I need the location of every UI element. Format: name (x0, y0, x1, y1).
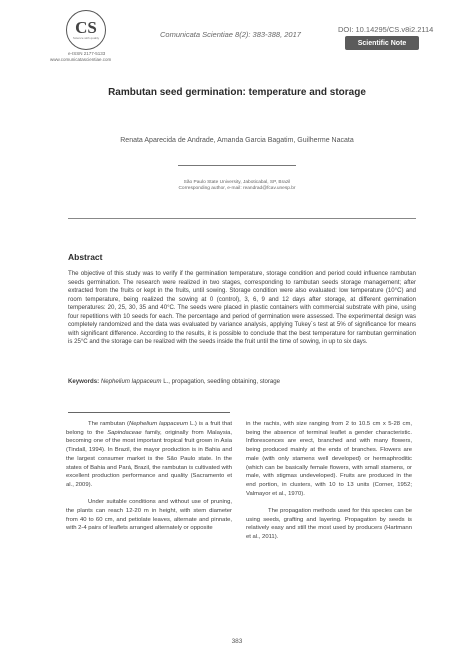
article-type-badge: Scientific Note (345, 36, 419, 50)
keywords-label: Keywords: (68, 378, 100, 385)
logo-letters: CS (75, 18, 97, 37)
text-run: family, originally from Malaysia, becoming one of the most important tropical fruit grown in Asia (Tindall, 1994). In Brazil, the mayor production is in Bahia and the largest consumer market is the São Paulo state. In the states of Bahia and Pará, Brazil, the rambutan is cultivated with excellent production performance and quality (Sacramento et al., 2009). (66, 429, 232, 488)
intro-paragraph-1 (66, 420, 232, 490)
keywords-list: L., propagation, seedling obtaining, storage (161, 378, 281, 385)
journal-website: www.comunicatascientiae.com (50, 57, 112, 62)
keywords-species: Nephelium lappaceum (100, 378, 162, 385)
italic-term: Nephelium lappaceum (129, 421, 188, 427)
doi[interactable]: DOI: 10.14295/CS.v8i2.2114 (338, 25, 434, 34)
logo-tagline: Science with quality (72, 36, 100, 40)
author-list: Renata Aparecida de Andrade, Amanda Garcia Bagatim, Guilherme Nacata (120, 137, 354, 144)
affiliation: São Paulo State University, Jaboticabal, SP, Brazil (183, 180, 291, 185)
keywords (68, 378, 416, 385)
column-divider (68, 412, 230, 413)
propagation-paragraph: The propagation methods used for this species can be using seeds, grafting and layering. Propagation by seeds is relatively easy and still the most used by producers (Hartmann et al., 2011). (246, 508, 412, 541)
journal-citation: Comunicata Scientiae 8(2): 383-388, 2017 (160, 30, 301, 39)
article-title: Rambutan seed germination: temperature and storage (108, 87, 366, 98)
italic-term: Sapindaceae (107, 429, 142, 436)
abstract-text: The objective of this study was to verify if the germination temperature, storage condition and period could influence rambutan seeds germination. The research were realized in two stages, corresponding to rambutan seeds storage management; after extracted from the fruits or kept in the fruits, until sowing. Storage condition were also evaluated: low temperature (10°C) and room temperature, being realized the sowing at 0 (control), 3, 6, 9 and 12 days after storage, at different germination temperatures: 20, 25, 30, 35 and 40°C. The seeds were placed in plastic containers with commercial substrate with pine, using four repetitions with 10 seeds for each. The percentage and period of germination were assessed. The experimental design was completely randomized and the data was evaluated by variance analysis, applying Tukey´s test at 5% of significance for means with significant difference. According to the results, it is possible to conclude that the best temperature for rambutan germination is 25°C and the storage can be realized with the seeds inside the fruit until the time of sowing, in up to six days. (68, 270, 416, 346)
text-run: L.) is a fruit that belong to the (66, 421, 233, 436)
header-divider (68, 218, 416, 219)
body-right-column (246, 420, 412, 551)
journal-logo (66, 10, 106, 50)
description-paragraph: in the rachis, with size ranging from 2 to 10.5 cm x 5-28 cm, being the absence of terminal leaflet a gender characteristic. Inflorescences are erect, branched and with many flowers, being produced mainly at the ends of branches. Flowers are male (with only stamens well developed) or hermaphroditic (which can be basically female flowers, with small stamens, or male, with stigmas undeveloped). Fruits are produced in the end portion, in clusters, with 10 to 13 units (Corner, 1952; Valmayor et al., 1970). (246, 421, 412, 497)
text-run: The rambutan ( (88, 421, 129, 427)
page-number: 383 (231, 638, 243, 645)
body-left-column (66, 420, 232, 542)
corresponding-author: Corresponding author, e-mail: reandrad@fcav.unesp.br (178, 186, 296, 191)
abstract-heading: Abstract (68, 252, 103, 262)
intro-paragraph-2: Under suitable conditions and without use of pruning, the plants can reach 12-20 m in height, with stem diameter from 40 to 60 cm, and petiolate leaves, alternate and pinnate, with 2-4 pairs of leaflets arranged alternately or opposite (66, 499, 232, 532)
issn: e-ISSN 2177-5133 (68, 51, 106, 56)
author-divider (178, 165, 296, 166)
